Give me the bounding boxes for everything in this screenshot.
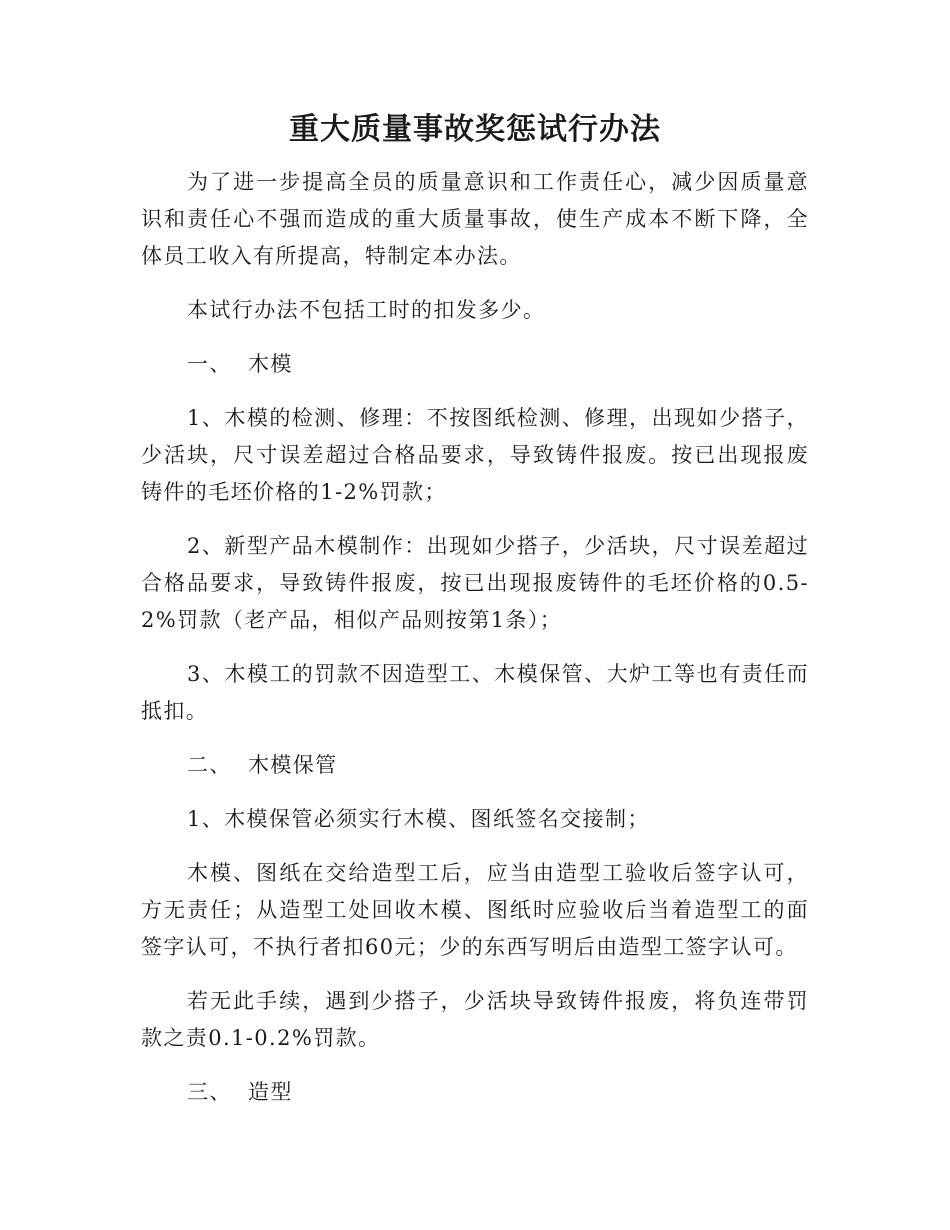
paragraph-wood-pattern-3: 3、木模工的罚款不因造型工、木模保管、大炉工等也有责任而抵扣。 (141, 662, 809, 723)
paragraph-storage-1: 1、木模保管必须实行木模、图纸签名交接制； (187, 807, 650, 831)
paragraph-scope: 本试行办法不包括工时的扣发多少。 (187, 298, 546, 322)
section-heading-pattern-storage: 二、 木模保管 (187, 753, 338, 777)
paragraph-intro: 为了进一步提高全员的质量意识和工作责任心，减少因质量意识和责任心不强而造成的重大质量事故，使生产成本不断下降，全体员工收入有所提高，特制定本办法。 (141, 170, 809, 268)
paragraph-wood-pattern-1: 1、木模的检测、修理：不按图纸检测、修理，出现如少搭子，少活块，尺寸误差超过合格品要求，导致铸件报废。按已出现报废铸件的毛坯价格的1-2%罚款； (141, 406, 809, 504)
document-body (141, 164, 809, 1128)
section-heading-wood-pattern: 一、 木模 (187, 352, 293, 376)
section-heading-molding: 三、 造型 (187, 1080, 293, 1104)
document-title: 重大质量事故奖惩试行办法 (289, 112, 661, 147)
paragraph-wood-pattern-2: 2、新型产品木模制作：出现如少搭子，少活块，尺寸误差超过合格品要求，导致铸件报废，按已出现报废铸件的毛坯价格的0.5-2%罚款（老产品，相似产品则按第1条）； (141, 534, 809, 632)
paragraph-storage-3: 若无此手续，遇到少搭子，少活块导致铸件报废，将负连带罚款之责0.1-0.2%罚款。 (141, 989, 809, 1050)
paragraph-storage-2: 木模、图纸在交给造型工后，应当由造型工验收后签字认可，方无责任；从造型工处回收木模、图纸时应验收后当着造型工的面签字认可，不执行者扣60元；少的东西写明后由造型工签字认可。 (141, 861, 809, 959)
